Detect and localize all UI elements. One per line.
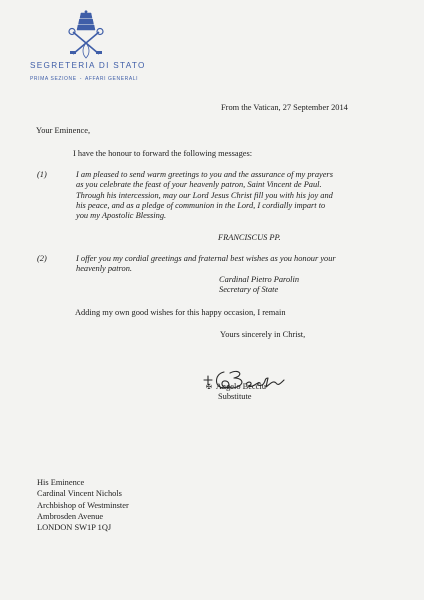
message-2-number: (2) — [37, 254, 47, 263]
message-1-signature: FRANCISCUS PP. — [218, 233, 281, 242]
letterhead-subtitle — [30, 76, 138, 82]
message-2-line: heavenly patron. — [76, 264, 132, 274]
message-1-line: Through his intercession, may our Lord Jesus Christ fill you with his joy and — [76, 190, 333, 200]
signer-name: Angelo Becciu — [215, 382, 266, 391]
intro-line: I have the honour to forward the following messages: — [73, 149, 253, 158]
closing-line: Adding my own good wishes for this happy occasion, I remain — [75, 308, 286, 317]
letterhead-section: PRIMA SEZIONE — [30, 76, 77, 82]
signer-cross-icon: ✠ — [206, 383, 212, 391]
message-1-line: as you celebrate the feast of your heavenly patron, Saint Vincent de Paul. — [76, 180, 322, 190]
message-1-line: you my Apostolic Blessing. — [76, 211, 167, 221]
recipient-line: Archbishop of Westminster — [37, 500, 129, 510]
message-1-text — [76, 170, 333, 221]
recipient-line: Cardinal Vincent Nichols — [37, 489, 122, 499]
letterhead-department: AFFARI GENERALI — [84, 76, 139, 82]
valediction: Yours sincerely in Christ, — [220, 330, 306, 339]
message-1-line: I am pleased to send warm greetings to you and the assurance of my prayers — [76, 170, 333, 179]
message-2-signatory-name: Cardinal Pietro Parolin — [219, 275, 300, 284]
letterhead-separator: - — [79, 76, 82, 82]
letterhead-title: SEGRETERIA DI STATO — [30, 61, 146, 70]
recipient-line: LONDON SW1P 1QJ — [37, 523, 112, 533]
recipient-address — [37, 477, 129, 533]
papal-coat-of-arms-icon — [64, 10, 108, 60]
message-1-line: his peace, and as a pledge of communion in the Lord, I cordially impart to — [76, 200, 326, 210]
message-1-number: (1) — [37, 170, 47, 179]
signer-title: Substitute — [218, 392, 252, 402]
message-2-signatory-title: Secretary of State — [219, 285, 279, 295]
message-2-line: I offer you my cordial greetings and fraternal best wishes as you honour your — [76, 254, 336, 263]
dateline: From the Vatican, 27 September 2014 — [221, 103, 348, 112]
message-2-signatory — [219, 275, 299, 296]
signer-block — [206, 382, 266, 403]
message-2-text — [76, 254, 336, 275]
recipient-line: Ambrosden Avenue — [37, 511, 104, 521]
salutation: Your Eminence, — [36, 126, 91, 135]
recipient-line: His Eminence — [37, 478, 85, 487]
